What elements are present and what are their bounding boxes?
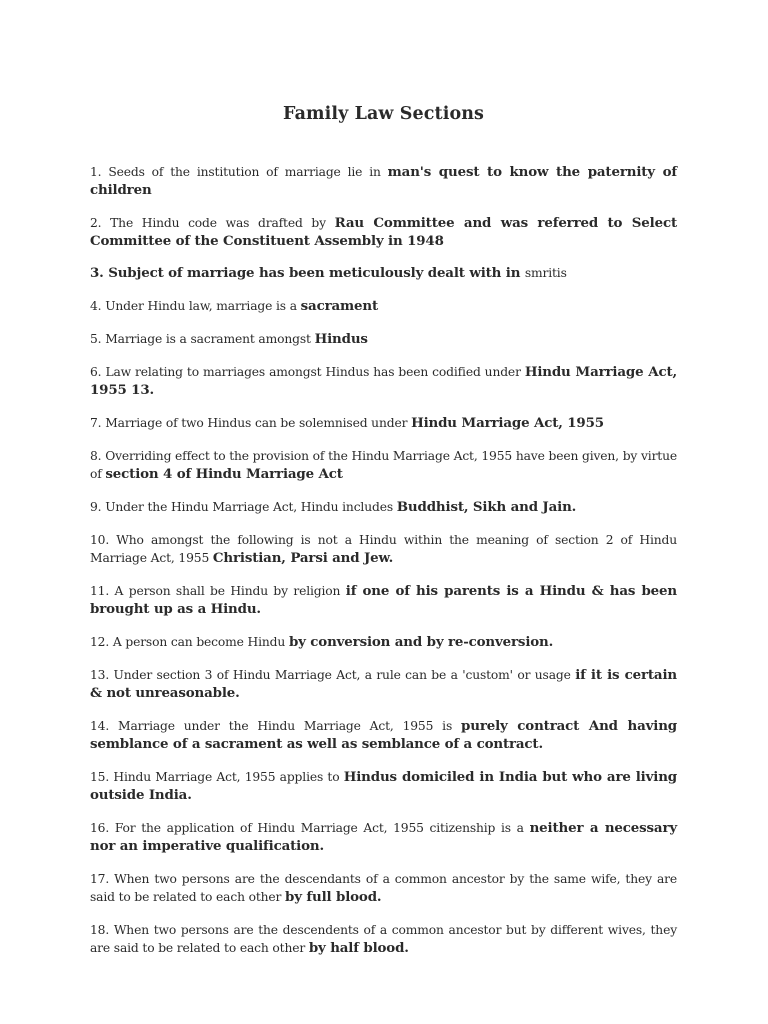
- item-answer: Buddhist, Sikh and Jain.: [396, 499, 577, 515]
- item-answer: purely contract And having semblance of a sacrament as well as semblance of a contract.: [90, 718, 677, 752]
- list-item-2: [90, 214, 677, 250]
- item-answer: Rau Committee and was referred to Select Committee of the Constituent Assembly in 1948: [90, 215, 678, 249]
- list-item-8: [90, 447, 677, 483]
- item-text: 9. Under the Hindu Marriage Act, Hindu includes: [90, 500, 397, 514]
- item-text: 6. Law relating to marriages amongst Hindus has been codified under: [90, 365, 525, 379]
- document-page: [90, 104, 677, 972]
- list-item-17: [90, 870, 677, 906]
- list-item-6: [90, 363, 677, 399]
- item-answer: by full blood.: [285, 889, 382, 905]
- item-answer: man's quest to know the paternity of children: [90, 164, 677, 198]
- list-item-13: [90, 666, 677, 702]
- item-text: 12. A person can become Hindu: [90, 635, 289, 649]
- list-item-3: [90, 264, 677, 282]
- item-text: 11. A person shall be Hindu by religion: [90, 584, 346, 598]
- item-text: 18. When two persons are the descendents of a common ancestor but by different wives, they are said to be related to each other: [90, 923, 677, 955]
- page-title: Family Law Sections: [283, 104, 484, 124]
- item-answer: neither a necessary nor an imperative qualification.: [90, 820, 677, 854]
- item-text: 1. Seeds of the institution of marriage lie in: [90, 165, 388, 179]
- item-answer: Hindu Marriage Act, 1955 13.: [90, 364, 677, 398]
- item-answer: by half blood.: [308, 940, 409, 956]
- list-item-14: [90, 717, 677, 753]
- item-text: 4. Under Hindu law, marriage is a: [90, 299, 301, 313]
- item-text: 7. Marriage of two Hindus can be solemnised under: [90, 416, 412, 430]
- list-item-12: [90, 633, 677, 651]
- item-text: 5. Marriage is a sacrament amongst: [90, 332, 315, 346]
- item-text: 16. For the application of Hindu Marriage Act, 1955 citizenship is a: [90, 821, 530, 835]
- item-answer: Christian, Parsi and Jew.: [212, 550, 394, 566]
- item-text: 17. When two persons are the descendants of a common ancestor by the same wife, they are said to be related to each other: [90, 872, 677, 904]
- item-answer: section 4 of Hindu Marriage Act: [105, 466, 343, 482]
- list-item-4: [90, 297, 677, 315]
- list-item-10: [90, 531, 677, 567]
- list-item-9: [90, 498, 677, 516]
- list-item-16: [90, 819, 677, 855]
- list-item-7: [90, 414, 677, 432]
- item-text: 14. Marriage under the Hindu Marriage Act, 1955 is: [90, 719, 462, 733]
- list-item-1: [90, 163, 677, 199]
- item-answer: Hindus: [314, 331, 368, 347]
- item-text: 8. Overriding effect to the provision of the Hindu Marriage Act, 1955 have been given, by virtue of: [90, 449, 677, 481]
- item-text: 10. Who amongst the following is not a Hindu within the meaning of section 2 of Hindu Marriage Act, 1955: [90, 533, 677, 565]
- item-text: 15. Hindu Marriage Act, 1955 applies to: [90, 770, 344, 784]
- list-item-15: [90, 768, 677, 804]
- item-text: 2. The Hindu code was drafted by: [90, 216, 335, 230]
- item-text: smritis: [524, 266, 567, 280]
- item-answer: sacrament: [300, 298, 379, 314]
- item-answer: Hindu Marriage Act, 1955: [411, 415, 604, 431]
- item-answer: Hindus domiciled in India but who are living outside India.: [90, 769, 677, 803]
- item-text: 13. Under section 3 of Hindu Marriage Act, a rule can be a 'custom' or usage: [90, 668, 576, 682]
- list-item-11: [90, 582, 677, 618]
- item-answer: if it is certain & not unreasonable.: [90, 667, 677, 701]
- item-answer: if one of his parents is a Hindu & has been brought up as a Hindu.: [90, 583, 677, 617]
- list-item-5: [90, 330, 677, 348]
- list-item-18: [90, 921, 677, 957]
- item-answer: by conversion and by re-conversion.: [288, 634, 554, 650]
- item-answer: 3. Subject of marriage has been meticulously dealt with in: [90, 265, 525, 281]
